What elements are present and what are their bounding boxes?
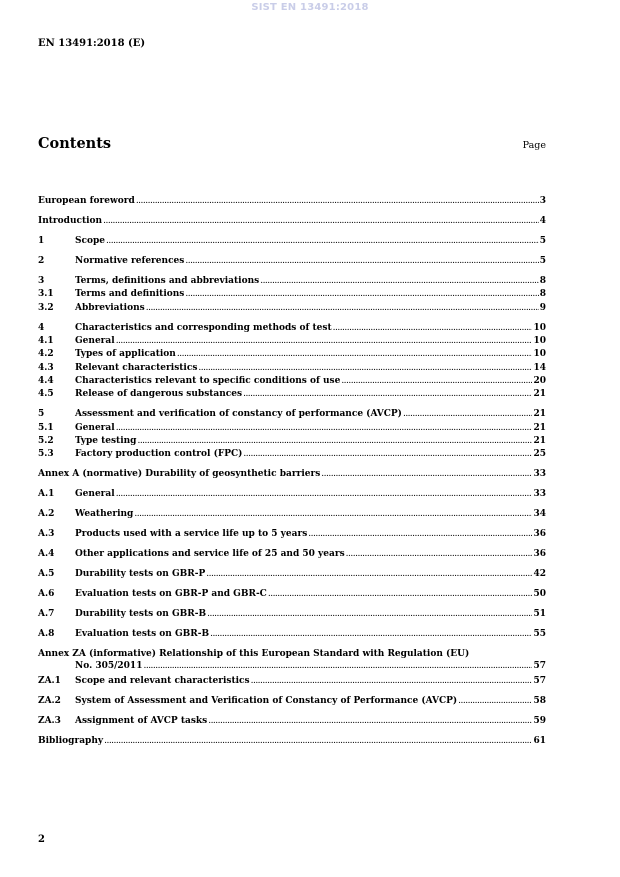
- toc-entry-page: 59: [533, 716, 546, 726]
- toc-entry[interactable]: [38, 348, 546, 360]
- toc-entry-number: 4.2: [38, 349, 54, 359]
- toc-entry[interactable]: [38, 375, 546, 387]
- toc-entry-page: 8: [539, 289, 546, 299]
- toc-entry-title: Normative references: [75, 256, 185, 266]
- toc-entry-page: 4: [539, 216, 546, 226]
- toc-entry-page: 21: [533, 436, 546, 446]
- toc-entry[interactable]: [38, 715, 546, 727]
- toc-entry-page: 57: [533, 676, 546, 686]
- toc-leader-dots: [143, 660, 532, 672]
- toc-entry-page: 51: [533, 609, 546, 619]
- toc-entry-page: 10: [533, 349, 546, 359]
- toc-entry-number: 4.4: [38, 376, 54, 386]
- toc-entry-page: 20: [533, 376, 546, 386]
- toc-entry-number: 3.2: [38, 303, 54, 313]
- toc-entry-page: 55: [533, 629, 546, 639]
- toc-entry-title: General: [75, 489, 115, 499]
- toc-leader-dots: [137, 435, 532, 447]
- toc-entry-title: Scope: [75, 236, 106, 246]
- toc-entry-number: A.8: [38, 629, 55, 639]
- toc-entry-page: 58: [533, 696, 546, 706]
- toc-entry-page: 5: [539, 236, 546, 246]
- toc-entry[interactable]: [38, 548, 546, 560]
- toc-entry[interactable]: [38, 408, 546, 420]
- toc-entry-title: European foreword: [38, 196, 135, 206]
- toc-entry-title: Assessment and verification of constancy of performance (AVCP): [75, 409, 402, 419]
- toc-entry-title: Other applications and service life of 25 and 50 years: [75, 549, 345, 559]
- toc-entry-number: ZA.1: [38, 676, 61, 686]
- toc-entry-page: 9: [539, 303, 546, 313]
- toc-leader-dots: [146, 302, 539, 314]
- toc-entry-number: A.4: [38, 549, 55, 559]
- toc-entry-number: 4.5: [38, 389, 54, 399]
- toc-entry-title: Factory production control (FPC): [75, 449, 243, 459]
- toc-entry-title: No. 305/2011: [75, 661, 143, 671]
- toc-entry-number: 3.1: [38, 289, 54, 299]
- toc-leader-dots: [103, 215, 539, 227]
- toc-entry-title: Products used with a service life up to 5 years: [75, 529, 308, 539]
- toc-entry[interactable]: [38, 695, 546, 707]
- toc-entry-title: Bibliography: [38, 736, 104, 746]
- toc-leader-dots: [210, 628, 532, 640]
- toc-entry-page: 42: [533, 569, 546, 579]
- toc-entry[interactable]: [38, 235, 546, 247]
- toc-entry[interactable]: [38, 322, 546, 334]
- page-number: 2: [38, 834, 45, 845]
- toc-leader-dots: [177, 348, 533, 360]
- toc-leader-dots: [333, 322, 533, 334]
- toc-entry[interactable]: [38, 195, 546, 207]
- toc-entry-number: 4.3: [38, 363, 54, 373]
- toc-entry-number: A.6: [38, 589, 55, 599]
- toc-leader-dots: [134, 508, 532, 520]
- toc-entry[interactable]: [38, 275, 546, 287]
- toc-leader-dots: [207, 608, 532, 620]
- toc-entry-page: 34: [533, 509, 546, 519]
- toc-entry-page: 21: [533, 389, 546, 399]
- toc-entry-page: 3: [539, 196, 546, 206]
- toc-entry[interactable]: [38, 335, 546, 347]
- toc-entry[interactable]: [38, 422, 546, 434]
- toc-entry-number: 3: [38, 276, 45, 286]
- toc-entry-page: 10: [533, 323, 546, 333]
- toc-entry-page: 5: [539, 256, 546, 266]
- toc-entry[interactable]: [38, 528, 546, 540]
- contents-heading: Contents: [38, 135, 112, 152]
- toc-entry-page: 21: [533, 409, 546, 419]
- toc-leader-dots: [458, 695, 532, 707]
- document-id: EN 13491:2018 (E): [38, 38, 146, 49]
- toc-entry-page: 36: [533, 529, 546, 539]
- toc-entry-title: Weathering: [75, 509, 134, 519]
- toc-entry-page: 57: [533, 661, 546, 671]
- toc-entry-number: ZA.3: [38, 716, 61, 726]
- toc-leader-dots: [251, 675, 533, 687]
- toc-entry-number: A.2: [38, 509, 55, 519]
- toc-entry-title: Introduction: [38, 216, 103, 226]
- toc-entry[interactable]: [38, 568, 546, 580]
- toc-entry[interactable]: [38, 362, 546, 374]
- toc-entry-title: Evaluation tests on GBR-P and GBR-C: [75, 589, 267, 599]
- toc-entry[interactable]: [38, 215, 546, 227]
- toc-leader-dots: [346, 548, 533, 560]
- toc-entry[interactable]: [38, 468, 546, 480]
- toc-entry-number: 5.1: [38, 423, 54, 433]
- toc-entry[interactable]: [38, 255, 546, 267]
- toc-entry-title: General: [75, 336, 115, 346]
- toc-entry-number: 2: [38, 256, 45, 266]
- watermark: SIST EN 13491:2018: [251, 2, 369, 13]
- toc-entry-page: 33: [533, 489, 546, 499]
- toc-leader-dots: [116, 335, 533, 347]
- toc-entry-number: 5.2: [38, 436, 54, 446]
- toc-entry-page: 25: [533, 449, 546, 459]
- toc-leader-dots: [341, 375, 532, 387]
- toc-entry-title: Terms, definitions and abbreviations: [75, 276, 260, 286]
- toc-entry-title-line1: Annex ZA (informative) Relationship of this European Standard with Regulation (EU): [38, 649, 470, 659]
- toc-entry[interactable]: [38, 608, 546, 620]
- toc-entry-page: 61: [533, 736, 546, 746]
- toc-entry-title: Release of dangerous substances: [75, 389, 243, 399]
- toc-entry-page: 36: [533, 549, 546, 559]
- toc-entry[interactable]: [38, 648, 546, 672]
- toc-entry[interactable]: [38, 448, 546, 460]
- toc-leader-dots: [321, 468, 532, 480]
- toc-leader-dots: [403, 408, 533, 420]
- toc-entry-number: A.7: [38, 609, 55, 619]
- toc-leader-dots: [185, 255, 538, 267]
- toc-entry-number: A.3: [38, 529, 55, 539]
- toc-entry-page: 8: [539, 276, 546, 286]
- toc-entry-title: System of Assessment and Verification of Constancy of Performance (AVCP): [75, 696, 458, 706]
- toc-entry-number: A.5: [38, 569, 55, 579]
- toc-entry-title: Types of application: [75, 349, 176, 359]
- toc-entry-title: Durability tests on GBR-P: [75, 569, 206, 579]
- toc-entry-page: 50: [533, 589, 546, 599]
- toc-entry-page: 14: [533, 363, 546, 373]
- toc-leader-dots: [206, 568, 532, 580]
- toc-leader-dots: [116, 488, 533, 500]
- toc-entry-number: 4: [38, 323, 45, 333]
- toc-leader-dots: [243, 448, 532, 460]
- toc-entry-title: Terms and definitions: [75, 289, 185, 299]
- toc-entry-number: 5: [38, 409, 45, 419]
- toc-entry[interactable]: [38, 628, 546, 640]
- toc-leader-dots: [185, 288, 538, 300]
- toc-entry-title: Assignment of AVCP tasks: [75, 716, 208, 726]
- toc-entry-title: Annex A (normative) Durability of geosynthetic barriers: [38, 469, 321, 479]
- toc-entry[interactable]: [38, 435, 546, 447]
- toc-entry[interactable]: [38, 508, 546, 520]
- toc-leader-dots: [268, 588, 533, 600]
- toc-entry[interactable]: [38, 675, 546, 687]
- toc-entry-number: ZA.2: [38, 696, 61, 706]
- toc-entry-title: Evaluation tests on GBR-B: [75, 629, 210, 639]
- toc-entry[interactable]: [38, 588, 546, 600]
- toc-entry-title: General: [75, 423, 115, 433]
- toc-entry-page: 33: [533, 469, 546, 479]
- toc-entry[interactable]: [38, 302, 546, 314]
- toc-leader-dots: [308, 528, 532, 540]
- page-column-label: Page: [522, 140, 546, 151]
- toc-entry-number: 5.3: [38, 449, 54, 459]
- toc-entry-number: 1: [38, 236, 45, 246]
- toc-entry-number: A.1: [38, 489, 55, 499]
- toc-entry-number: 4.1: [38, 336, 54, 346]
- toc-entry-title: Abbreviations: [75, 303, 145, 313]
- toc-leader-dots: [104, 735, 532, 747]
- toc-entry-page: 10: [533, 336, 546, 346]
- toc-entry-title: Characteristics relevant to specific conditions of use: [75, 376, 341, 386]
- toc-entry-title: Type testing: [75, 436, 137, 446]
- toc-entry-title: Durability tests on GBR-B: [75, 609, 207, 619]
- toc-entry[interactable]: [38, 735, 546, 747]
- toc-leader-dots: [243, 388, 532, 400]
- toc-entry[interactable]: [38, 388, 546, 400]
- toc-leader-dots: [116, 422, 533, 434]
- toc-leader-dots: [208, 715, 532, 727]
- toc-leader-dots: [260, 275, 539, 287]
- toc-entry[interactable]: [38, 488, 546, 500]
- toc-entry-title: Characteristics and corresponding methods of test: [75, 323, 332, 333]
- toc-entry-page: 21: [533, 423, 546, 433]
- toc-entry-title: Scope and relevant characteristics: [75, 676, 250, 686]
- toc-entry[interactable]: [38, 288, 546, 300]
- toc-leader-dots: [198, 362, 532, 374]
- toc-leader-dots: [106, 235, 539, 247]
- toc-entry-title: Relevant characteristics: [75, 363, 198, 373]
- toc-leader-dots: [136, 195, 539, 207]
